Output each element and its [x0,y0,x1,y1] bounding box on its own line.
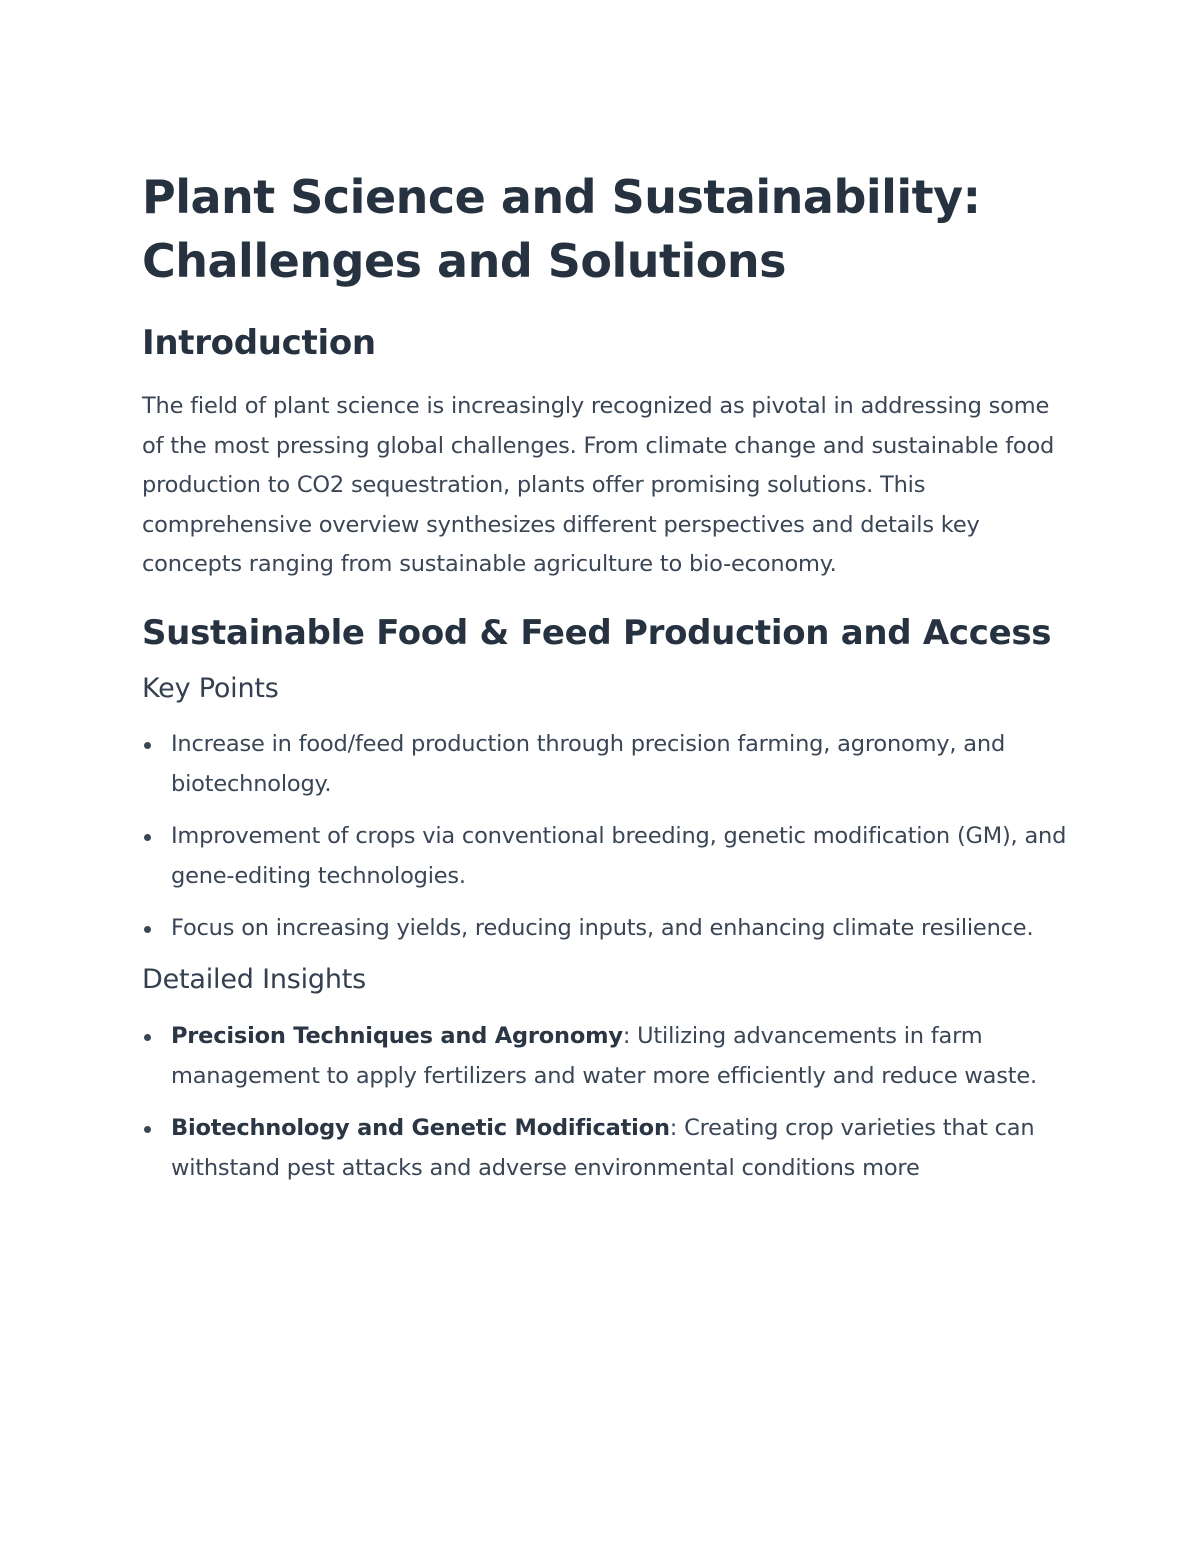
insight-text: : Utilizing advancements in farm management to apply fertilizers and water more efficiently and reduce waste. [171,1022,1037,1089]
introduction-paragraph: The field of plant science is increasingly recognized as pivotal in addressing some of the most pressing global challenges. From climate change and sustainable food production to CO2 sequestration, plants offer promising solutions. This comprehensive overview synthesizes different perspectives and details key concepts ranging from sustainable agriculture to bio-economy. [142,393,1055,578]
list-item-text: Increase in food/feed production through precision farming, agronomy, and biotechnology. [171,730,1006,797]
key-points-list [142,725,1072,949]
list-item [142,725,1072,804]
list-item [142,1109,1072,1188]
bullet-icon [144,926,151,933]
list-item [142,1017,1072,1096]
document-page [142,165,1072,1201]
detailed-insights-list [142,1017,1072,1188]
list-item [142,817,1072,896]
food-section-heading: Sustainable Food & Feed Production and Access [142,612,1052,653]
list-item-text: Improvement of crops via conventional breeding, genetic modification (GM), and gene-editing technologies. [171,823,1067,889]
bullet-icon [144,742,151,749]
list-item [142,909,1072,949]
introduction-heading: Introduction [142,323,376,363]
bullet-icon [144,834,151,841]
insight-text: : Creating crop varieties that can withstand pest attacks and adverse environmental conditions more [171,1115,1035,1181]
bullet-icon [144,1126,151,1133]
key-points-heading: Key Points [142,672,279,704]
insight-term: Precision Techniques and Agronomy [171,1022,623,1049]
insight-term: Biotechnology and Genetic Modification [171,1115,670,1142]
bullet-icon [144,1034,151,1041]
detailed-insights-heading: Detailed Insights [142,963,367,995]
list-item-text: Focus on increasing yields, reducing inputs, and enhancing climate resilience. [171,915,1034,942]
document-title: Plant Science and Sustainability: Challenges and Solutions [142,170,981,288]
